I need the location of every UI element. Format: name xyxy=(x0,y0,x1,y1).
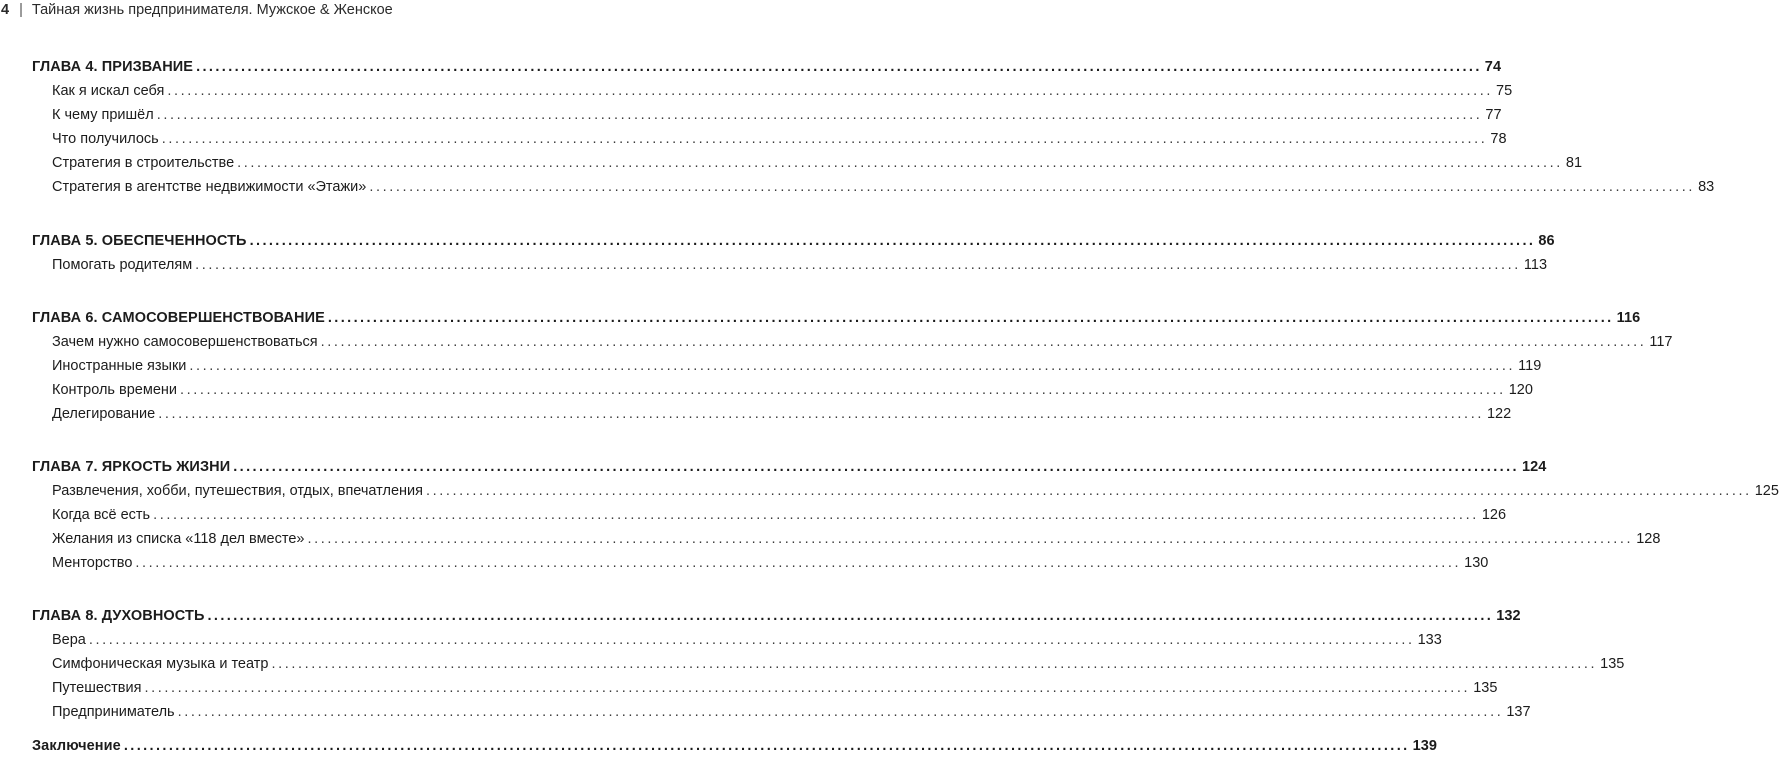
dot-leader: ........................................................................................................................................................................................................ xyxy=(177,704,1504,720)
entry-title: Путешествия xyxy=(52,680,142,696)
entry-page: 81 xyxy=(1565,155,1583,171)
entry-page: 113 xyxy=(1523,257,1548,273)
dot-leader: ........................................................................................................................................................................................................ xyxy=(161,131,1488,147)
entry-page: 125 xyxy=(1754,483,1779,499)
entry-title: Делегирование xyxy=(52,406,156,422)
toc-entry[interactable] xyxy=(52,480,1779,502)
entry-page: 135 xyxy=(1600,656,1625,672)
toc-entry[interactable] xyxy=(52,552,1489,574)
toc-entry[interactable] xyxy=(52,677,1498,699)
entry-title: Симфоническая музыка и театр xyxy=(52,656,269,672)
entry-title: Стратегия в строительстве xyxy=(52,155,235,171)
chapter-title: ГЛАВА 6. САМОСОВЕРШЕНСТВОВАНИЕ xyxy=(32,310,325,326)
dot-leader: ........................................................................................................................................................................................................ xyxy=(180,382,1506,398)
entry-title: Зачем нужно самосовершенствоваться xyxy=(52,334,318,350)
dot-leader: ........................................................................................................................................................................................................ xyxy=(237,155,1563,171)
chapter-title: ГЛАВА 4. ПРИЗВАНИЕ xyxy=(32,59,194,75)
dot-leader: ........................................................................................................................................................................................................ xyxy=(327,310,1614,326)
toc-entry[interactable] xyxy=(52,355,1542,377)
dot-leader: ........................................................................................................................................................................................................ xyxy=(167,83,1494,99)
dot-leader: ........................................................................................................................................................................................................ xyxy=(249,233,1536,249)
entry-title: Что получилось xyxy=(52,131,159,147)
toc-entry[interactable] xyxy=(52,629,1442,651)
dot-leader: ........................................................................................................................................................................................................ xyxy=(123,738,1410,754)
dot-leader: ........................................................................................................................................................................................................ xyxy=(369,179,1696,195)
dot-leader: ........................................................................................................................................................................................................ xyxy=(426,483,1752,499)
chapter-page: 116 xyxy=(1616,310,1641,326)
chapter-title: ГЛАВА 7. ЯРКОСТЬ ЖИЗНИ xyxy=(32,459,231,475)
dot-leader: ........................................................................................................................................................................................................ xyxy=(233,459,1519,475)
entry-page: 126 xyxy=(1481,507,1507,523)
book-title: Тайная жизнь предпринимателя. Мужское & Женское xyxy=(31,2,393,18)
entry-page: 133 xyxy=(1417,632,1442,648)
entry-title: Иностранные языки xyxy=(52,358,187,374)
chapter-page: 86 xyxy=(1538,233,1555,249)
entry-title: Вера xyxy=(52,632,86,648)
toc-entry[interactable] xyxy=(52,80,1513,102)
header-separator: | xyxy=(19,2,23,18)
toc-chapter-7[interactable] xyxy=(32,456,1547,478)
entry-title: Предприниматель xyxy=(52,704,175,720)
toc-entry[interactable] xyxy=(52,254,1548,276)
entry-page: 78 xyxy=(1490,131,1507,147)
entry-page: 120 xyxy=(1508,382,1533,398)
entry-page: 117 xyxy=(1649,334,1673,350)
dot-leader: ........................................................................................................................................................................................................ xyxy=(156,107,1483,123)
entry-title: Стратегия в агентстве недвижимости «Этажи» xyxy=(52,179,367,195)
chapter-page: 132 xyxy=(1496,608,1521,624)
toc-entry[interactable] xyxy=(52,379,1533,401)
dot-leader: ........................................................................................................................................................................................................ xyxy=(144,680,1471,696)
dot-leader: ........................................................................................................................................................................................................ xyxy=(135,555,1462,571)
toc-chapter-5[interactable] xyxy=(32,230,1555,252)
entry-title: Как я искал себя xyxy=(52,83,165,99)
toc-entry[interactable] xyxy=(52,331,1673,353)
toc-entry[interactable] xyxy=(52,701,1531,723)
dot-leader: ........................................................................................................................................................................................................ xyxy=(153,507,1479,523)
entry-page: 75 xyxy=(1496,83,1513,99)
toc-entry[interactable] xyxy=(52,176,1715,198)
toc-entry[interactable] xyxy=(52,504,1507,526)
toc-entry[interactable] xyxy=(52,128,1507,150)
toc-entry[interactable] xyxy=(52,152,1583,174)
entry-title: Развлечения, хобби, путешествия, отдых, впечатления xyxy=(52,483,423,499)
toc-entry[interactable] xyxy=(52,403,1512,425)
dot-leader: ........................................................................................................................................................................................................ xyxy=(158,406,1484,422)
entry-title: К чему пришёл xyxy=(52,107,154,123)
chapter-page: 124 xyxy=(1521,459,1547,475)
running-header xyxy=(0,0,393,20)
toc-entry[interactable] xyxy=(52,528,1661,550)
dot-leader: ........................................................................................................................................................................................................ xyxy=(195,257,1521,273)
entry-page: 77 xyxy=(1485,107,1502,123)
toc-chapter-6[interactable] xyxy=(32,307,1641,329)
entry-page: 130 xyxy=(1464,555,1489,571)
entry-page: 137 xyxy=(1506,704,1531,720)
dot-leader: ........................................................................................................................................................................................................ xyxy=(320,334,1647,350)
entry-title: Менторство xyxy=(52,555,133,571)
chapter-title: ГЛАВА 5. ОБЕСПЕЧЕННОСТЬ xyxy=(32,233,247,249)
entry-title: Помогать родителям xyxy=(52,257,193,273)
toc-entry[interactable] xyxy=(52,104,1502,126)
chapter-page: 139 xyxy=(1412,738,1438,754)
entry-title: Контроль времени xyxy=(52,382,177,398)
entry-title: Желания из списка «118 дел вместе» xyxy=(52,531,305,547)
dot-leader: ........................................................................................................................................................................................................ xyxy=(207,608,1494,624)
toc-chapter-8[interactable] xyxy=(32,605,1521,627)
chapter-page: 74 xyxy=(1484,59,1502,75)
entry-page: 122 xyxy=(1486,406,1512,422)
dot-leader: ........................................................................................................................................................................................................ xyxy=(271,656,1598,672)
entry-page: 128 xyxy=(1636,531,1661,547)
toc-chapter-4[interactable] xyxy=(32,56,1502,78)
page-number: 4 xyxy=(1,2,10,18)
entry-title: Когда всё есть xyxy=(52,507,151,523)
entry-page: 119 xyxy=(1518,358,1542,374)
dot-leader: ........................................................................................................................................................................................................ xyxy=(88,632,1415,648)
toc-entry[interactable] xyxy=(52,653,1625,675)
dot-leader: ........................................................................................................................................................................................................ xyxy=(307,531,1634,547)
dot-leader: ........................................................................................................................................................................................................ xyxy=(189,358,1516,374)
dot-leader: ........................................................................................................................................................................................................ xyxy=(196,59,1482,75)
entry-page: 83 xyxy=(1698,179,1715,195)
toc-conclusion[interactable] xyxy=(32,735,1438,757)
entry-page: 135 xyxy=(1473,680,1498,696)
chapter-title: Заключение xyxy=(32,738,121,754)
chapter-title: ГЛАВА 8. ДУХОВНОСТЬ xyxy=(32,608,205,624)
